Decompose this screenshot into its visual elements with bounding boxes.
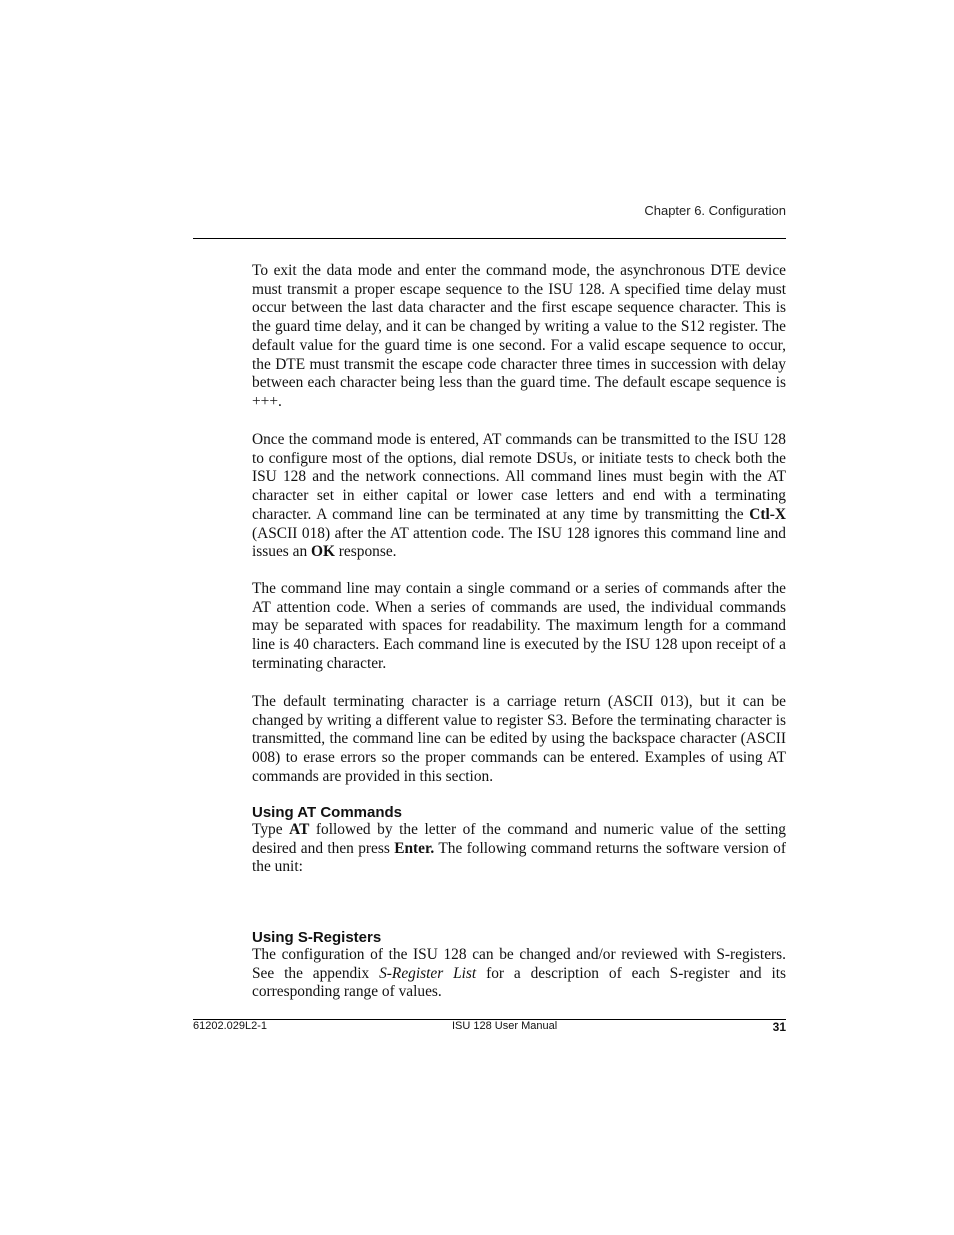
paragraph-terminating-character: The default terminating character is a carriage return (ASCII 013), but it can be changed by writing a different value to register S3. Before the terminating character is transmitted, the command line can be edited by using the backspace character (ASCII 008) to erase errors so the proper commands can be entered. Examples of using AT commands are provided in this section. bbox=[252, 693, 786, 785]
header-rule bbox=[193, 238, 786, 239]
footer-manual-title: ISU 128 User Manual bbox=[452, 1020, 558, 1032]
enter-term: Enter. bbox=[394, 839, 435, 857]
paragraph-using-s-registers: The configuration of the ISU 128 can be changed and/or reviewed with S-registers. See the appendix S-Register List for a description of each S-register and its corresponding range of values. bbox=[252, 946, 786, 1001]
at-term: AT bbox=[289, 821, 310, 838]
ctl-x-term: Ctl-X bbox=[749, 505, 786, 523]
footer-doc-number: 61202.029L2-1 bbox=[193, 1020, 268, 1032]
s-register-list-ref: S-Register List bbox=[379, 964, 477, 982]
running-header: Chapter 6. Configuration bbox=[644, 203, 786, 218]
heading-using-s-registers: Using S-Registers bbox=[252, 929, 382, 946]
heading-using-at-commands: Using AT Commands bbox=[252, 804, 403, 821]
footer-page-number: 31 bbox=[772, 1020, 786, 1034]
paragraph-command-line: The command line may contain a single command or a series of commands after the AT attention code. When a series of commands are used, the individual commands may be separated with spaces for readability. The maximum length for a command line is 40 characters. Each command line is executed by the ISU 128 upon receipt of a terminating character. bbox=[252, 580, 786, 672]
paragraph-using-at-commands: Type AT followed by the letter of the command and numeric value of the setting desired and then press Enter. The following command returns the software version of the unit: bbox=[252, 821, 786, 876]
paragraph-escape-sequence: To exit the data mode and enter the command mode, the asynchronous DTE device must transmit a proper escape sequence to the ISU 128. A specified time delay must occur between the last data character and the first escape sequence character. This is the guard time delay, and it can be changed by writing a value to the S12 register. The default value for the guard time is one second. For a valid escape sequence to occur, the DTE must transmit the escape code character three times in succession with delay between each character being less than the guard time. The default escape sequence is +++. bbox=[252, 262, 786, 410]
ok-term: OK bbox=[311, 543, 335, 561]
paragraph-command-mode: Once the command mode is entered, AT commands can be transmitted to the ISU 128 to configure most of the options, dial remote DSUs, or initiate tests to check both the ISU 128 and the network connections. All command lines must begin with the AT character set in either capital or lower case letters and end with a terminating character. A command line can be terminated at any time by transmitting the Ctl-X (ASCII 018) after the AT attention code. The ISU 128 ignores this command line and issues an OK response. bbox=[252, 431, 786, 561]
